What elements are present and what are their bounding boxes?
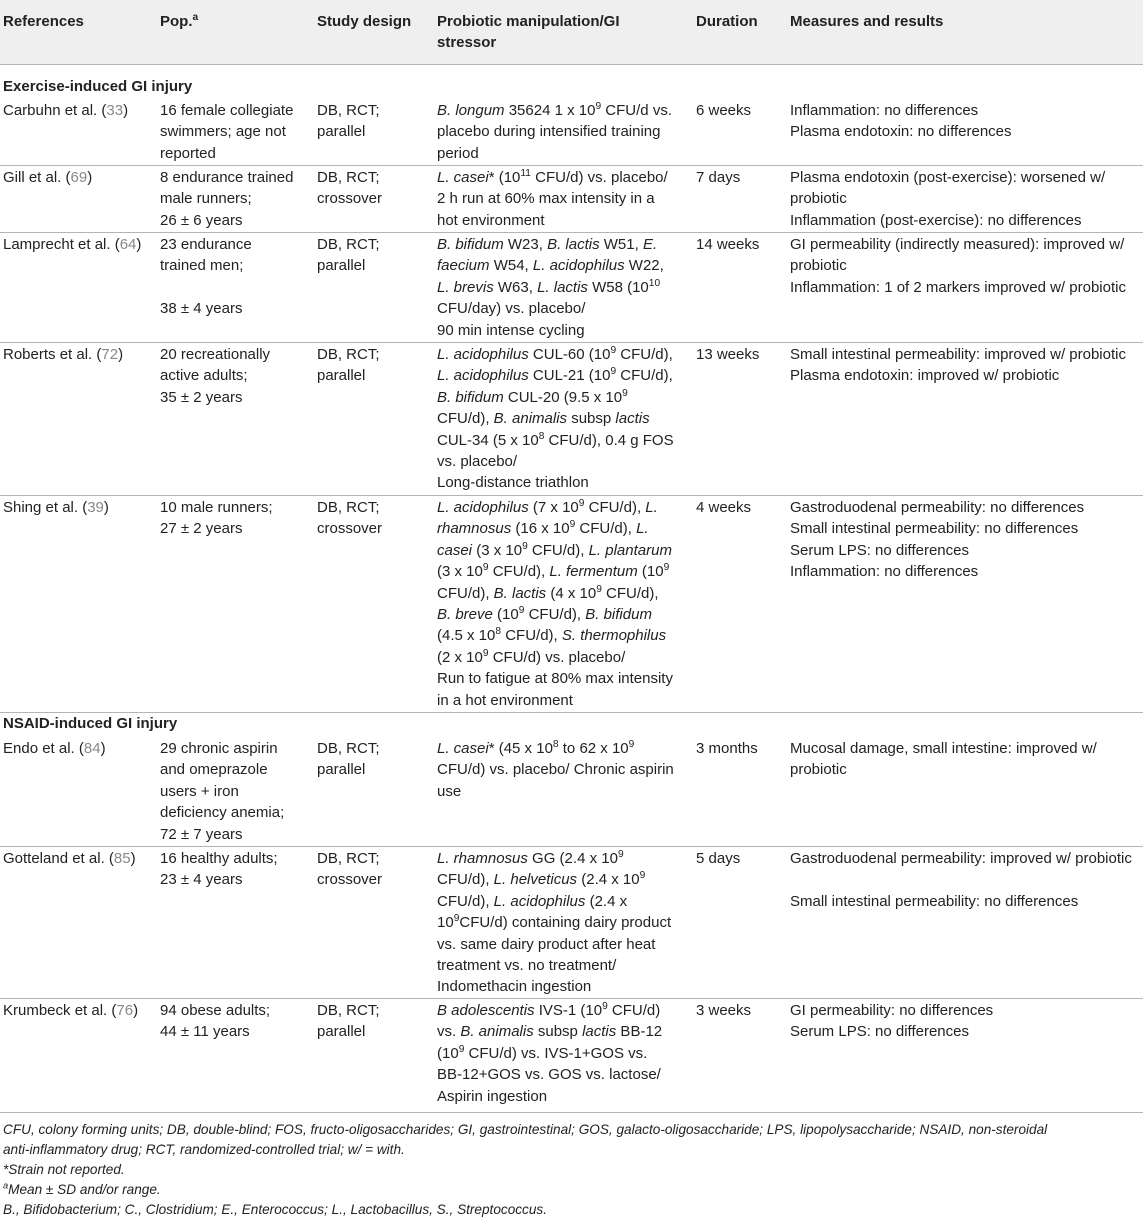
row-roberts-probiotic: Long-distance triathlon <box>437 474 589 492</box>
row-krumbeck-design: DB, RCT; <box>317 1002 380 1019</box>
row-endo-result: Mucosal damage, small intestine: improved w/ <box>790 740 1097 757</box>
row-carbuhn-duration: 6 weeks <box>696 102 752 119</box>
row-shing-probiotic: L. acidophilus (7 x $10^9$ CFU/d), L. <box>437 498 658 516</box>
row-gotteland-result: Small intestinal permeability: no differences <box>790 892 1079 910</box>
section-title-nsaid: NSAID-induced GI injury <box>3 715 178 732</box>
row-carbuhn-pop: 16 female collegiate <box>160 102 294 119</box>
row-lamprecht-design: parallel <box>317 257 366 275</box>
row-gotteland-probiotic: L. rhamnosus GG (2.4 x $10^9$ <box>437 849 624 867</box>
row-gill-duration: 7 days <box>696 169 741 186</box>
row-roberts-design: DB, RCT; <box>317 346 380 363</box>
row-gill-probiotic: hot environment <box>437 211 545 229</box>
row-roberts-result: Plasma endotoxin: improved w/ probiotic <box>790 367 1060 385</box>
row-krumbeck-probiotic: BB-12+GOS vs. GOS vs. lactose/ <box>437 1066 661 1084</box>
citation-link[interactable]: 84 <box>83 740 101 757</box>
row-shing-duration: 4 weeks <box>696 499 752 516</box>
row-endo-reference: Endo et al. (84) <box>3 740 106 757</box>
header-probiotic: Probiotic manipulation/GI <box>437 13 620 30</box>
row-shing-probiotic: rhamnosus (16 x $10^9$ CFU/d), L. <box>437 519 649 538</box>
row-gill-design: crossover <box>317 190 383 208</box>
row-endo-design: parallel <box>317 761 366 779</box>
row-endo-pop: 72 ± 7 years <box>160 825 243 843</box>
row-krumbeck-probiotic: ($10^9$ CFU/d) vs. IVS-1+GOS vs. <box>437 1043 648 1062</box>
footnote-strain: *Strain not reported. <box>3 1162 125 1177</box>
row-shing-probiotic: (4.5 x $10^8$ CFU/d), S. thermophilus <box>437 626 667 645</box>
header-probiotic-line2: stressor <box>437 34 497 51</box>
row-gill-reference: Gill et al. (69) <box>3 169 93 186</box>
row-lamprecht-duration: 14 weeks <box>696 236 760 253</box>
row-shing-result: Inflammation: no differences <box>790 563 979 581</box>
row-roberts-probiotic: L. acidophilus CUL-60 ($10^9$ CFU/d), <box>437 345 673 363</box>
row-gotteland-reference: Gotteland et al. (85) <box>3 850 136 867</box>
row-shing-pop: 10 male runners; <box>160 499 273 516</box>
row-endo-probiotic: use <box>437 782 462 800</box>
row-rule <box>0 998 1143 999</box>
row-gotteland-probiotic: CFU/d), L. acidophilus (2.4 x <box>437 892 628 910</box>
row-gill-design: DB, RCT; <box>317 169 380 186</box>
citation-link[interactable]: 69 <box>70 169 88 186</box>
row-carbuhn-result: Plasma endotoxin: no differences <box>790 123 1012 141</box>
row-gotteland-design: DB, RCT; <box>317 850 380 867</box>
row-roberts-duration: 13 weeks <box>696 346 760 363</box>
row-gotteland-design: crossover <box>317 871 383 889</box>
row-gotteland-duration: 5 days <box>696 850 741 867</box>
row-roberts-design: parallel <box>317 367 366 385</box>
citation-link[interactable]: 72 <box>101 346 119 363</box>
row-lamprecht-probiotic: CFU/day) vs. placebo/ <box>437 300 586 318</box>
row-lamprecht-reference: Lamprecht et al. (64) <box>3 236 142 253</box>
row-rule <box>0 165 1143 166</box>
row-carbuhn-pop: swimmers; age not <box>160 123 286 141</box>
row-roberts-probiotic: vs. placebo/ <box>437 453 518 470</box>
row-endo-probiotic: L. casei* (45 x $10^8$ to 62 x $10^9$ <box>437 739 635 757</box>
row-roberts-reference: Roberts et al. (72) <box>3 346 124 363</box>
footnote-abbreviations: anti-inflammatory drug; RCT, randomized-controlled trial; w/ = with. <box>3 1142 405 1157</box>
row-rule <box>0 232 1143 233</box>
row-krumbeck-probiotic: B adolescentis IVS-1 ($10^9$ CFU/d) <box>437 1001 661 1019</box>
row-roberts-probiotic: B. bifidum CUL-20 (9.5 x $10^9$ <box>437 387 628 406</box>
row-gill-probiotic: L. casei* ($10^{11}$ CFU/d) vs. placebo/ <box>437 168 668 186</box>
row-endo-duration: 3 months <box>696 740 758 757</box>
row-shing-probiotic: CFU/d), B. lactis (4 x $10^9$ CFU/d), <box>437 583 659 602</box>
row-gotteland-pop: 16 healthy adults; <box>160 850 278 867</box>
row-carbuhn-pop: reported <box>160 144 216 162</box>
row-krumbeck-result: Serum LPS: no differences <box>790 1023 969 1041</box>
row-shing-result: Serum LPS: no differences <box>790 541 969 559</box>
row-roberts-probiotic: CUL-34 (5 x $10^8$ CFU/d), 0.4 g FOS <box>437 430 674 449</box>
row-roberts-pop: active adults; <box>160 367 248 385</box>
footnote-genera: B., Bifidobacterium; C., Clostridium; E., Enterococcus; L., Lactobacillus, S., Streptococcus. <box>3 1202 547 1217</box>
row-krumbeck-pop: 94 obese adults; <box>160 1002 271 1019</box>
row-carbuhn-result: Inflammation: no differences <box>790 102 979 119</box>
citation-link[interactable]: 39 <box>87 499 104 516</box>
row-roberts-pop: 35 ± 2 years <box>160 388 243 406</box>
header-results: Measures and results <box>790 13 944 30</box>
row-shing-result: Gastroduodenal permeability: no differences <box>790 499 1085 516</box>
row-shing-probiotic: casei (3 x $10^9$ CFU/d), L. plantarum <box>437 540 672 559</box>
row-gill-result: Plasma endotoxin (post-exercise): worsened w/ <box>790 169 1106 186</box>
row-roberts-pop: 20 recreationally <box>160 346 271 363</box>
row-roberts-probiotic: L. acidophilus CUL-21 ($10^9$ CFU/d), <box>437 366 673 385</box>
row-endo-pop: and omeprazole <box>160 761 268 779</box>
row-gill-result: Inflammation (post-exercise): no differences <box>790 211 1082 229</box>
row-rule <box>0 342 1143 343</box>
row-lamprecht-result: probiotic <box>790 257 847 275</box>
header-duration: Duration <box>696 13 758 30</box>
row-carbuhn-design: DB, RCT; <box>317 102 380 119</box>
row-krumbeck-probiotic: Aspirin ingestion <box>437 1087 548 1105</box>
row-endo-pop: deficiency anemia; <box>160 804 285 822</box>
row-lamprecht-pop: 38 ± 4 years <box>160 300 243 318</box>
citation-link[interactable]: 64 <box>119 236 137 253</box>
row-krumbeck-duration: 3 weeks <box>696 1002 752 1019</box>
row-gotteland-probiotic: CFU/d), L. helveticus (2.4 x $10^9$ <box>437 870 646 889</box>
row-lamprecht-result: GI permeability (indirectly measured): improved w/ <box>790 236 1125 253</box>
row-endo-result: probiotic <box>790 761 847 779</box>
row-shing-probiotic: B. breve ($10^9$ CFU/d), B. bifidum <box>437 605 652 623</box>
section-title-exercise: Exercise-induced GI injury <box>3 78 193 95</box>
row-gill-probiotic: 2 h run at 60% max intensity in a <box>437 190 655 208</box>
table-bottom-rule <box>0 1112 1143 1113</box>
row-endo-pop: users + iron <box>160 782 239 800</box>
footnote-abbreviations: CFU, colony forming units; DB, double-blind; FOS, fructo-oligosaccharides; GI, gastrointestinal; GOS, galacto-oligosaccharide; LPS, lipopolysaccharide; NSAID, non-steroidal <box>3 1122 1048 1137</box>
citation-link[interactable]: 76 <box>116 1002 134 1019</box>
row-shing-probiotic: in a hot environment <box>437 691 573 709</box>
row-roberts-result: Small intestinal permeability: improved w/ probiotic <box>790 346 1126 363</box>
table-footnotes <box>3 1120 1139 1220</box>
row-gill-pop: 26 ± 6 years <box>160 211 243 229</box>
row-shing-probiotic: (2 x $10^9$ CFU/d) vs. placebo/ <box>437 647 626 666</box>
row-carbuhn-probiotic: placebo during intensified training <box>437 123 661 141</box>
row-gill-result: probiotic <box>790 190 847 208</box>
header-pop: Pop.$^a$ <box>160 12 199 30</box>
row-carbuhn-reference: Carbuhn et al. (33) <box>3 102 129 119</box>
footnote-mean: $^a$Mean ± SD and/or range. <box>3 1180 161 1197</box>
row-carbuhn-design: parallel <box>317 123 366 141</box>
row-krumbeck-pop: 44 ± 11 years <box>160 1023 250 1041</box>
header-study-design: Study design <box>317 13 412 30</box>
header-rule <box>0 64 1143 65</box>
row-gotteland-probiotic: treatment vs. no treatment/ <box>437 957 617 974</box>
header-references: References <box>3 13 84 30</box>
row-shing-probiotic: Run to fatigue at 80% max intensity <box>437 670 673 688</box>
row-krumbeck-result: GI permeability: no differences <box>790 1002 994 1019</box>
row-gill-pop: 8 endurance trained <box>160 169 294 186</box>
row-gotteland-probiotic: Indomethacin ingestion <box>437 978 592 996</box>
row-shing-design: DB, RCT; <box>317 499 380 516</box>
citation-link[interactable]: 33 <box>106 102 124 119</box>
row-krumbeck-reference: Krumbeck et al. (76) <box>3 1002 139 1019</box>
citation-link[interactable]: 85 <box>113 850 131 867</box>
row-shing-reference: Shing et al. (39) <box>3 499 109 516</box>
row-lamprecht-pop: 23 endurance <box>160 236 252 253</box>
row-shing-result: Small intestinal permeability: no differences <box>790 520 1079 538</box>
row-lamprecht-pop: trained men; <box>160 257 244 275</box>
row-carbuhn-probiotic: period <box>437 144 479 162</box>
row-krumbeck-probiotic: vs. B. animalis subsp lactis BB-12 <box>437 1023 663 1041</box>
row-shing-probiotic: (3 x $10^9$ CFU/d), L. fermentum ($10^9$ <box>437 562 670 581</box>
row-endo-pop: 29 chronic aspirin <box>160 740 278 757</box>
row-lamprecht-probiotic: faecium W54, L. acidophilus W22, <box>437 257 664 275</box>
row-gotteland-pop: 23 ± 4 years <box>160 871 243 889</box>
row-shing-pop: 27 ± 2 years <box>160 520 243 538</box>
row-rule <box>0 846 1143 847</box>
row-gotteland-probiotic: vs. same dairy product after heat <box>437 935 656 953</box>
row-gill-pop: male runners; <box>160 190 252 208</box>
row-carbuhn-probiotic: B. longum 35624 1 x $10^9$ CFU/d vs. <box>437 101 672 119</box>
row-roberts-probiotic: CFU/d), B. animalis subsp lactis <box>437 410 650 428</box>
row-endo-design: DB, RCT; <box>317 740 380 757</box>
row-lamprecht-probiotic: L. brevis W63, L. lactis W58 ($10^{10}$ <box>437 277 661 296</box>
row-krumbeck-design: parallel <box>317 1023 366 1041</box>
row-gotteland-probiotic: $10^9CFU/d$) containing dairy product <box>437 913 672 932</box>
row-endo-probiotic: CFU/d) vs. placebo/ Chronic aspirin <box>437 761 674 779</box>
row-lamprecht-probiotic: 90 min intense cycling <box>437 321 585 339</box>
row-shing-design: crossover <box>317 520 383 538</box>
row-lamprecht-probiotic: B. bifidum W23, B. lactis W51, E. <box>437 236 658 253</box>
row-lamprecht-result: Inflammation: 1 of 2 markers improved w/ probiotic <box>790 278 1126 296</box>
row-gotteland-result: Gastroduodenal permeability: improved w/ probiotic <box>790 850 1132 867</box>
row-rule <box>0 495 1143 496</box>
row-lamprecht-design: DB, RCT; <box>317 236 380 253</box>
